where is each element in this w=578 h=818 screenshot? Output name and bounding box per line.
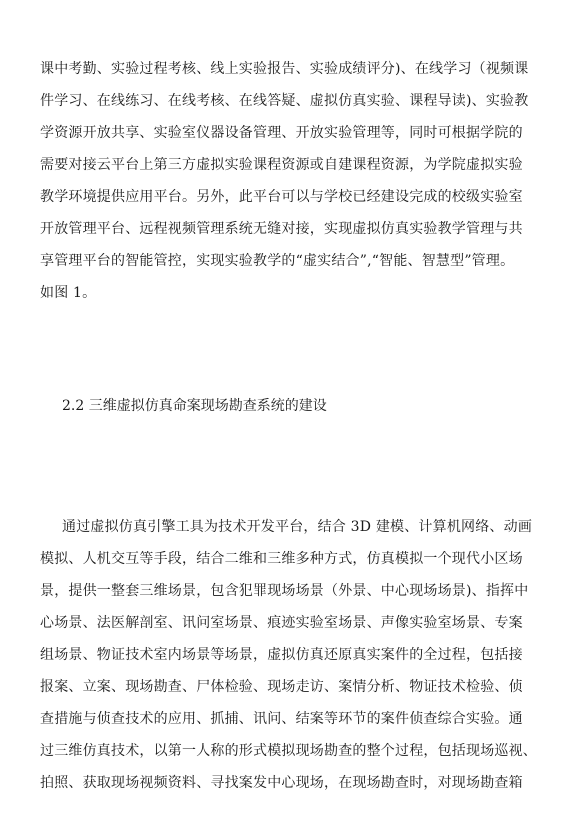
paragraph2-line: 组场景、物证技术室内场景等场景，虚拟仿真还原真实案件的全过程，包括接 — [40, 647, 523, 663]
paragraph2-line: 报案、立案、现场勘查、尸体检验、现场走访、案情分析、物证技术检验、侦 — [40, 679, 523, 695]
paragraph1-line: 如图 1。 — [40, 285, 97, 301]
paragraph2-line: 景，提供一整套三维场景，包含犯罪现场场景（外景、中心现场场景)、指挥中 — [40, 583, 529, 599]
paragraph1-line: 学资源开放共享、实验室仪器设备管理、开放实验管理等，同时可根据学院的 — [40, 125, 523, 141]
paragraph2-line: 拍照、获取现场视频资料、寻找案发中心现场，在现场勘查时，对现场勘查箱 — [40, 775, 523, 791]
paragraph2-line: 过三维仿真技术，以第一人称的形式模拟现场勘查的整个过程，包括现场巡视、 — [40, 743, 537, 759]
paragraph2-line: 查措施与侦查技术的应用、抓捕、讯问、结案等环节的案件侦查综合实验。通 — [40, 711, 523, 727]
paragraph1-line: 件学习、在线练习、在线考核、在线答疑、虚拟仿真实验、课程导读)、实验教 — [40, 93, 529, 109]
paragraph2-line: 心场景、法医解剖室、讯问室场景、痕迹实验室场景、声像实验室场景、专案 — [40, 615, 523, 631]
paragraph1-line: 享管理平台的智能管控，实现实验教学的“虚实结合”,“智能、智慧型”管理。 — [40, 253, 515, 269]
paragraph1-line: 需要对接云平台上第三方虚拟实验课程资源或自建课程资源，为学院虚拟实验 — [40, 157, 523, 173]
paragraph1-line: 开放管理平台、远程视频管理系统无缝对接，实现虚拟仿真实验教学管理与共 — [40, 221, 523, 237]
paragraph2-line: 模拟、人机交互等手段，结合二维和三维多种方式，仿真模拟一个现代小区场 — [40, 551, 523, 567]
paragraph1-line: 教学环境提供应用平台。另外，此平台可以与学校已经建设完成的校级实验室 — [40, 189, 523, 205]
paragraph2-line: 通过虚拟仿真引擎工具为技术开发平台，结合 3D 建模、计算机网络、动画 — [62, 519, 533, 535]
paragraph1-line: 课中考勤、实验过程考核、线上实验报告、实验成绩评分)、在线学习（视频课 — [40, 61, 529, 77]
section-heading: 2.2 三维虚拟仿真命案现场勘查系统的建设 — [62, 398, 327, 414]
